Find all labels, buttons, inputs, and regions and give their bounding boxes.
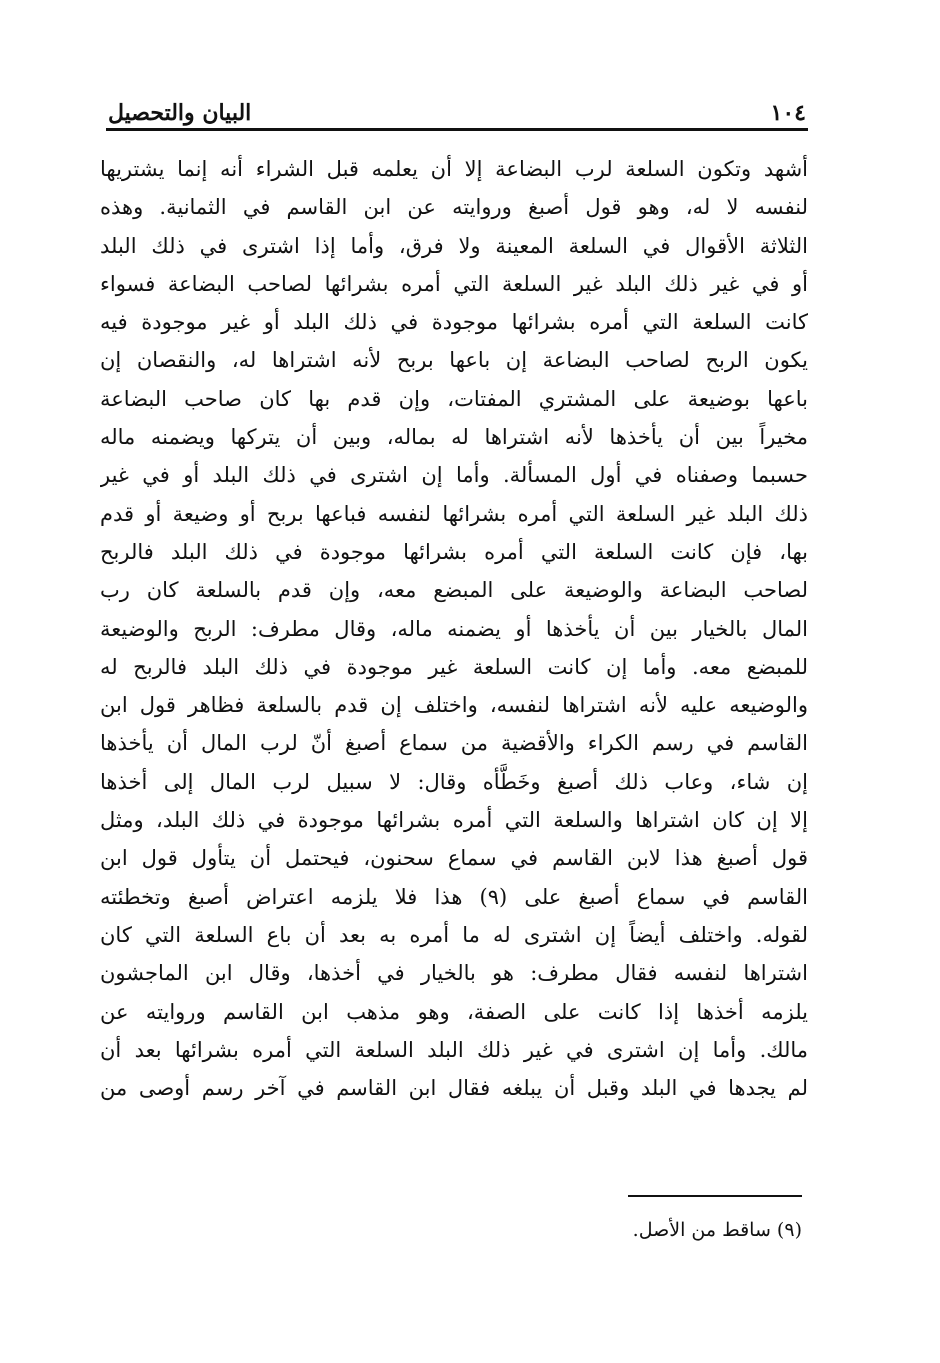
- footnote: (٩) ساقط من الأصل.: [632, 1219, 802, 1241]
- text-line: لم يجدها في البلد وقبل أن يبلغه فقال ابن القاسم في آخر رسم أوصى من: [100, 1076, 808, 1101]
- text-line: المال بالخيار بين أن يأخذها أو يضمنه ماله، وقال مطرف: الربح والوضيعة: [100, 616, 808, 641]
- text-line: مخيراً بين أن يأخذها لأنه اشتراها له بماله، وبين أن يتركها ويضمنه ماله: [100, 425, 808, 450]
- text-line: أو في غير ذلك البلد غير السلعة التي أمره بشرائها لصاحب البضاعة فسواء: [100, 271, 808, 296]
- page-header: [108, 92, 806, 126]
- text-line: بها، فإن كانت السلعة التي أمره بشرائها موجودة في ذلك البلد فالربح: [100, 539, 808, 564]
- text-line: مالك. وأما إن اشترى في غير ذلك البلد السلعة التي أمره بشرائها بعد أن: [100, 1037, 808, 1062]
- text-line: إن شاء، وعاب ذلك أصبغ وخَطَّأه وقال: لا سبيل لرب المال إلى أخذها: [100, 769, 808, 794]
- text-line: القاسم في سماع أصبغ على (٩) هذا فلا يلزمه اعتراض أصبغ وتخطئته: [100, 884, 808, 909]
- header-divider: [106, 128, 808, 131]
- text-line: قول أصبغ هذا لابن القاسم في سماع سحنون، فيحتمل أن يتأول قول ابن: [100, 846, 808, 871]
- text-line: حسبما وصفناه في أول المسألة. وأما إن اشترى في ذلك البلد أو في غير: [100, 463, 808, 488]
- text-line: الثلاثة الأقوال في السلعة المعينة ولا فرق، وأما إذا اشترى في ذلك البلد: [100, 233, 808, 258]
- text-line: إلا إن كان اشتراها والسلعة التي أمره بشرائها موجودة في ذلك البلد، ومثل: [100, 808, 808, 833]
- text-line: لقوله. واختلف أيضاً إن اشترى له ما أمره به بعد أن باع السلعة التي كان: [100, 922, 808, 947]
- text-line: كانت السلعة التي أمره بشرائها موجودة في ذلك البلد أو غير موجودة فيه: [100, 310, 808, 335]
- text-line: أشهد وتكون السلعة لرب البضاعة إلا أن يعلمه قبل الشراء أنه إنما يشتريها: [100, 157, 808, 181]
- text-line: يكون الربح لصاحب البضاعة إن باعها بربح لأنه اشتراها له، والنقصان إن: [100, 348, 808, 373]
- text-line: للمبضع معه. وأما إن كانت السلعة غير موجودة في ذلك البلد فالربح له: [100, 654, 808, 679]
- text-line: ذلك البلد غير السلعة التي أمره بشرائها لنفسه فباعها بربح أو وضيعة أو قدم: [100, 501, 808, 526]
- text-line: والوضيعه عليه لأنه اشتراها لنفسه، واختلف إن قدم بالسلعة فظاهر قول ابن: [100, 693, 808, 718]
- text-line: لصاحب البضاعة والوضيعة على المبضع معه، وإن قدم بالسلعة كان رب: [100, 578, 808, 603]
- footnote-divider: [628, 1195, 802, 1197]
- text-line: يلزمه أخذها إذا كانت على الصفة، وهو مذهب ابن القاسم وروايته عن: [100, 999, 808, 1024]
- text-line: اشتراها لنفسه فقال مطرف: هو بالخيار في أخذها، وقال ابن الماجشون: [100, 961, 808, 986]
- book-title: البيان والتحصيل: [108, 100, 252, 126]
- body-text: [100, 150, 808, 1107]
- page-number: ١٠٤: [770, 100, 806, 126]
- text-line: لنفسه لا له، وهو قول أصبغ وروايته عن ابن القاسم في الثمانية. وهذه: [100, 195, 808, 220]
- text-line: باعها بوضيعة على المشتري المفتات، وإن قدم بها كان صاحب البضاعة: [100, 386, 808, 411]
- text-line: القاسم في رسم الكراء والأقضية من سماع أصبغ أنّ لرب المال أن يأخذها: [100, 731, 808, 756]
